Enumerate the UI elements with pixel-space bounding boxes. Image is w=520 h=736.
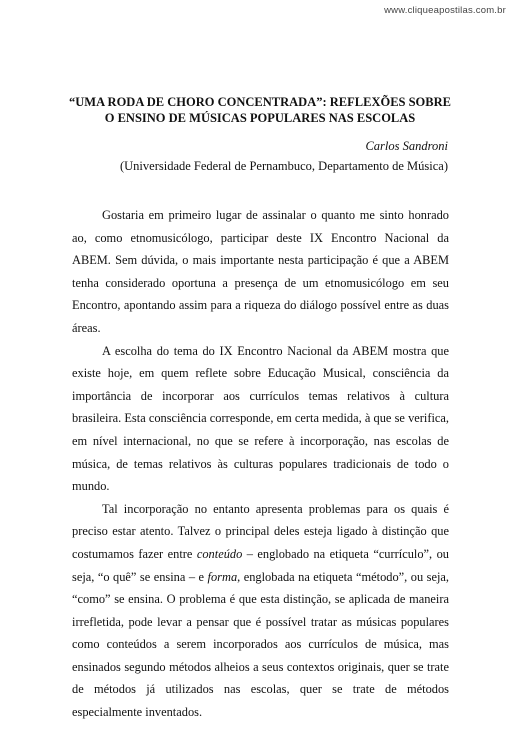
paragraph-3-part-c: , englobada na etiqueta “método”, ou seja, “como” se ensina. O problema é que esta distinção, se aplicada de maneira irrefletida, pode levar a pensar que é possível tratar as músicas populares como conteúdos a serem incorporados aos currículos de música, mas ensinados segundo métodos alheios a seus contextos originais, quer se trate de métodos já utilizados nas escolas, quer se trate de métodos especialmente inventados.	[72, 569, 449, 720]
paragraph-3-part-a: Tal incorporação no entanto apresenta problemas para os quais é preciso estar atento. Talvez o principal deles esteja ligado à distinção que costumamos fazer entre	[72, 501, 449, 561]
paragraph-1: Gostaria em primeiro lugar de assinalar o quanto me sinto honrado ao, como etnomusicólogo, participar deste IX Encontro Nacional da ABEM. Sem dúvida, o mais importante nesta participação é que a ABEM tenha considerado oportuna a presença de um etnomusicólogo em seu Encontro, apontando assim para a riqueza do diálogo possível entre as duas áreas.	[72, 208, 449, 335]
paragraph-3	[72, 498, 449, 724]
paragraph-2: A escolha do tema do IX Encontro Nacional da ABEM mostra que existe hoje, em quem reflete sobre Educação Musical, consciência da importância de incorporar aos currículos temas relativos à cultura brasileira. Esta consciência corresponde, em certa medida, à que se verifica, em nível internacional, no que se refere à incorporação, nas escolas de música, de temas relativos às culturas populares tradicionais de todo o mundo.	[72, 343, 449, 494]
paper-title	[60, 94, 460, 126]
title-line-2: O ENSINO DE MÚSICAS POPULARES NAS ESCOLAS	[104, 111, 416, 125]
body-text	[72, 204, 449, 724]
emphasis-forma: forma	[207, 569, 238, 584]
author-name: Carlos Sandroni	[365, 139, 448, 153]
title-line-1: “UMA RODA DE CHORO CONCENTRADA”: REFLEXÕES SOBRE	[69, 95, 451, 109]
watermark: www.cliqueapostilas.com.br	[384, 5, 506, 16]
author-affiliation: (Universidade Federal de Pernambuco, Departamento de Música)	[119, 159, 448, 173]
emphasis-conteudo: conteúdo	[196, 546, 243, 561]
paragraph-3-part-b: – englobado na etiqueta “currículo”, ou seja, “o quê” se ensina – e	[72, 546, 449, 584]
